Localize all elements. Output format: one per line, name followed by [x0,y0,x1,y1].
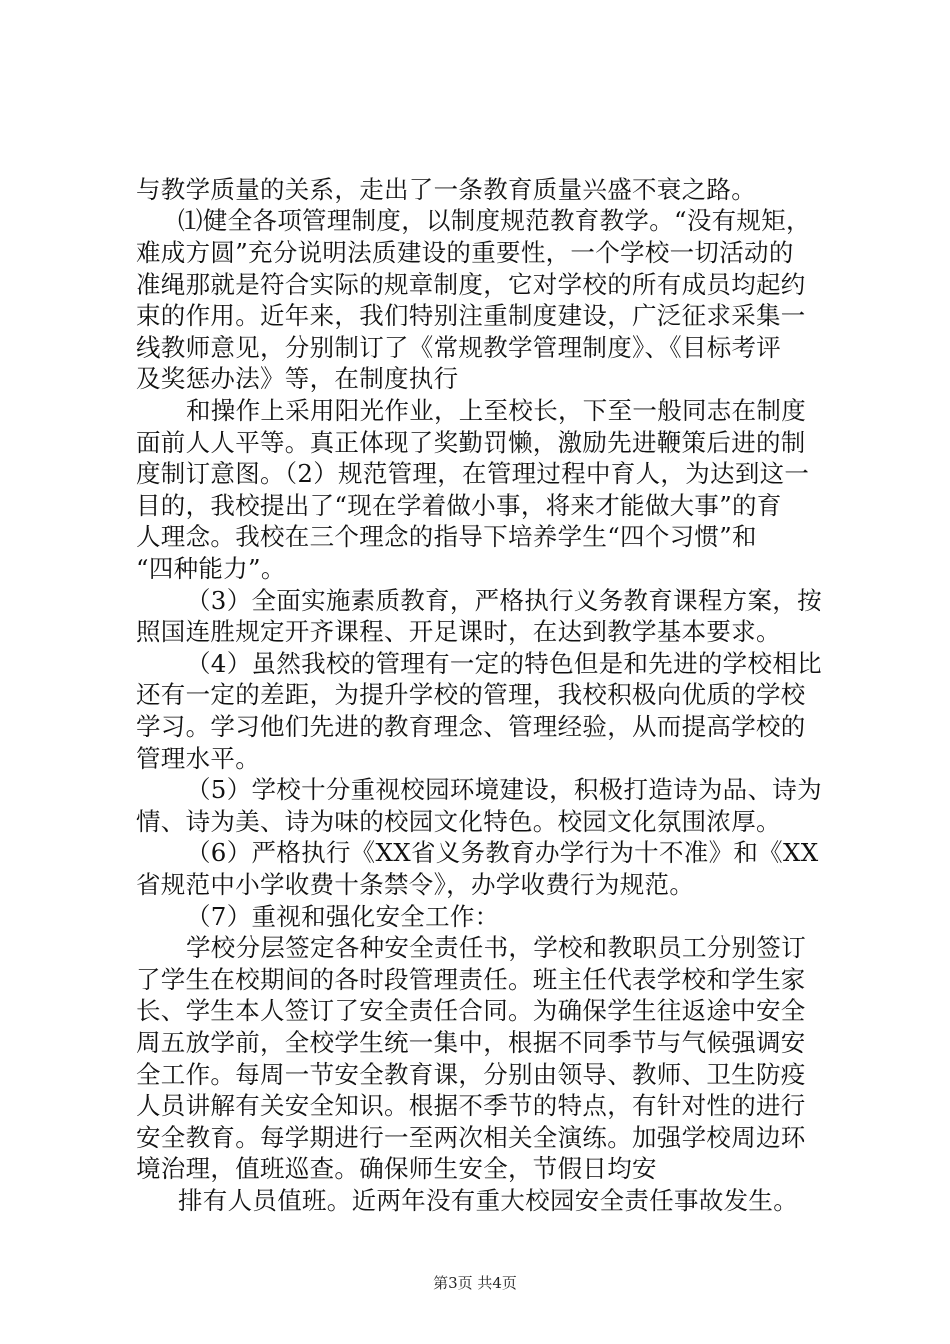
text-line: 安全教育。每学期进行一至两次相关全演练。加强学校周边环 [136,1123,806,1152]
text-line: 照国连胜规定开齐课程、开足课时，在达到教学基本要求。 [136,617,781,646]
text-line: “四种能力”。 [136,554,286,583]
text-line: 和操作上采用阳光作业，上至校长，下至一般同志在制度 [186,396,806,425]
text-line: 目的，我校提出了“现在学着做小事，将来才能做大事”的育 [136,491,782,520]
text-line: 排有人员值班。近两年没有重大校园安全责任事故发生。 [178,1186,798,1215]
text-line: ⑴健全各项管理制度，以制度规范教育教学。“没有规矩， [178,206,811,235]
text-line: 了学生在校期间的各时段管理责任。班主任代表学校和学生家 [136,965,806,994]
text-line: 境治理，值班巡查。确保师生安全，节假日均安 [136,1154,657,1183]
text-line: （4）虽然我校的管理有一定的特色但是和先进的学校相比 [186,649,822,678]
text-line: 还有一定的差距，为提升学校的管理，我校积极向优质的学校 [136,680,806,709]
text-line: （6）严格执行《XX省义务教育办学行为十不准》和《XX [186,838,819,867]
page-number-footer: 第3页 共4页 [433,1274,517,1292]
text-line: 人员讲解有关安全知识。根据不季节的特点，有针对性的进行 [136,1091,806,1120]
text-line: 全工作。每周一节安全教育课，分别由领导、教师、卫生防疫 [136,1060,806,1089]
text-line: （5）学校十分重视校园环境建设，积极打造诗为品、诗为 [186,775,822,804]
text-line: 度制订意图。（2）规范管理，在管理过程中育人，为达到这一 [136,459,810,488]
text-line: （3）全面实施素质教育，严格执行义务教育课程方案，按 [186,586,822,615]
text-line: 与教学质量的关系，走出了一条教育质量兴盛不衰之路。 [136,175,756,204]
text-line: 及奖惩办法》等，在制度执行 [136,364,459,393]
text-line: 学习。学习他们先进的教育理念、管理经验，从而提高学校的 [136,712,806,741]
text-line: 情、诗为美、诗为味的校园文化特色。校园文化氛围浓厚。 [136,807,781,836]
text-line: 省规范中小学收费十条禁令》，办学收费行为规范。 [136,870,695,899]
text-line: 管理水平。 [136,744,260,773]
text-line: 学校分层签定各种安全责任书，学校和教职员工分别签订 [186,933,806,962]
text-line: 长、学生本人签订了安全责任合同。为确保学生往返途中安全 [136,996,806,1025]
text-line: 难成方圆”充分说明法质建设的重要性，一个学校一切活动的 [136,238,794,267]
text-line: 束的作用。近年来，我们特别注重制度建设，广泛征求采集一 [136,301,806,330]
text-line: 面前人人平等。真正体现了奖勤罚懒，激励先进鞭策后进的制 [136,428,806,457]
text-line: 线教师意见，分别制订了《常规教学管理制度》、《目标考评 [136,333,782,362]
text-line: 准绳那就是符合实际的规章制度，它对学校的所有成员均起约 [136,270,806,299]
text-line: （7）重视和强化安全工作： [186,902,500,931]
text-line: 人理念。我校在三个理念的指导下培养学生“四个习惯”和 [136,522,757,551]
text-line: 周五放学前，全校学生统一集中，根据不同季节与气候强调安 [136,1028,806,1057]
